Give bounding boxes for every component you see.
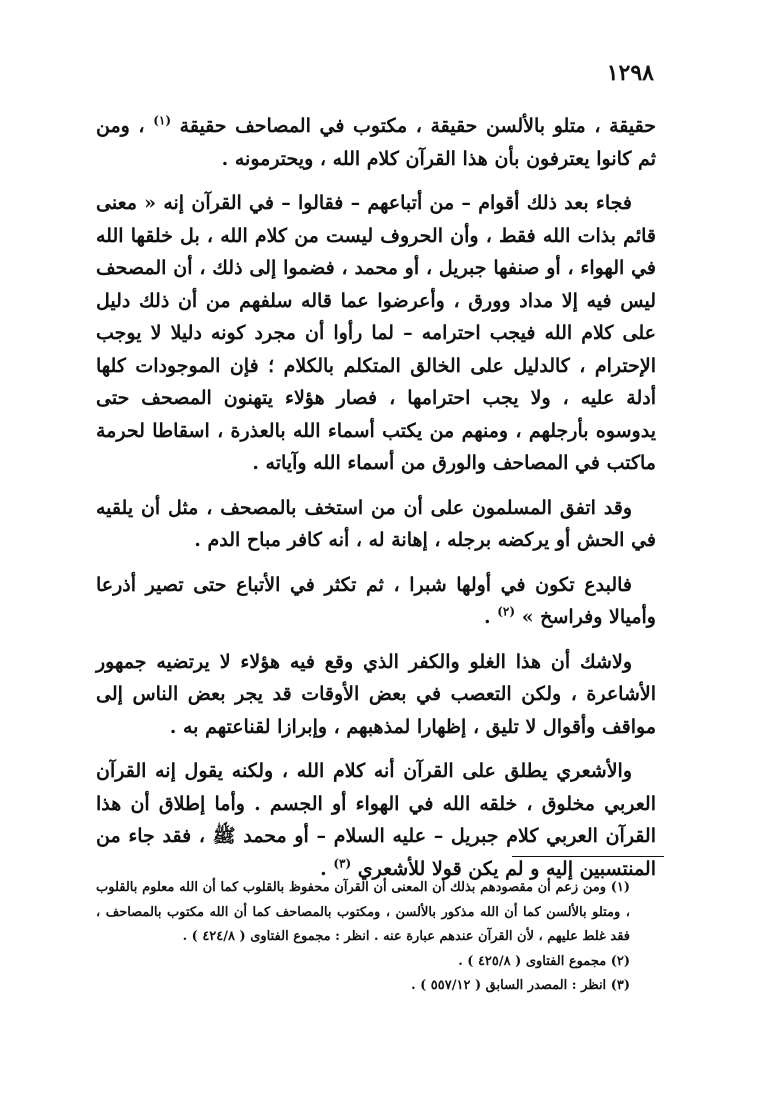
footnote-separator bbox=[512, 856, 664, 857]
paragraph-1 bbox=[96, 110, 656, 175]
paragraph-text: . bbox=[483, 606, 491, 628]
paragraph-text: حقيقة ، متلو بالألسن حقيقة ، مكتوب في المصاحف حقيقة bbox=[179, 115, 656, 137]
footnotes bbox=[96, 876, 652, 999]
main-text bbox=[96, 110, 656, 897]
paragraph-5 bbox=[96, 646, 656, 744]
footnote-reference: (١) bbox=[153, 113, 172, 128]
paragraph-text: . bbox=[320, 857, 327, 880]
paragraph-text: فالبدع تكون في أولها شبرا ، ثم تكثر في الأتباع حتى تصير أذرعا وأميالا وفراسخ » bbox=[96, 573, 656, 628]
paragraph-3 bbox=[96, 492, 656, 557]
footnote-3: (٣) انظر : المصدر السابق ( ٥٥٧/١٢ ) . bbox=[411, 978, 630, 993]
paragraph-text: فجاء بعد ذلك أقوام – من أتباعهم – فقالوا – في القرآن إنه « معنى قائم بذات الله فقط ، وأن الحروف ليست من كلام الله ، بل خلقها الله في الهواء ، أو صنفها جبريل ، أو محمد ، فضموا إلى ذلك ، أن المصحف ليس فيه إلا مداد وورق ، وأعرضوا عما قاله سلفهم من أن ذلك دليل على كلام الله فيجب احترامه – لما رأوا أن مجرد كونه دليلا لا يوجب الإحترام ، كالدليل على الخالق المتكلم بالكلام ؛ فإن الموجودات كلها أدلة عليه ، ولا يجب احترامها ، فصار هؤلاء يتهنون المصحف حتى يدوسوه بأرجلهم ، ومنهم من يكتب أسماء الله بالعذرة ، اسقاطا لحرمة ماكتب في المصاحف والورق من أسماء الله وآياته . bbox=[96, 192, 656, 474]
footnote-1: (١) ومن زعم أن مقصودهم بذلك أن المعنى أن القرآن محفوظ بالقلوب كما أن الله معلوم بالقلوب ، ومتلو بالألسن كما أن الله مذكور بالألسن ، ومكتوب بالمصاحف كما أن الله مكتوب بالمصاحف ، فقد غلط عليهم ، لأن القرآن عندهم عبارة عنه . انظر : مجموع الفتاوى ( ٤٢٤/٨ ) . bbox=[96, 880, 630, 944]
paragraph-text: والأشعري يطلق على القرآن أنه كلام الله ، ولكنه يقول إنه القرآن العربي مخلوق ، خلقه الله في الهواء أو الجسم . وأما إطلاق أن هذا القرآن العربي كلام جبريل – عليه السلام – أو محمد ﷺ ، فقد جاء من المنتسبين إليه و لم يكن قولا للأشعري bbox=[96, 760, 656, 880]
footnote-reference: (٢) bbox=[497, 604, 516, 619]
paragraph-4 bbox=[96, 569, 656, 634]
paragraph-text: وقد اتفق المسلمون على أن من استخف بالمصحف ، مثل أن يلقيه في الحش أو يركضه برجله ، إهانة له ، أنه كافر مباح الدم . bbox=[96, 496, 656, 551]
paragraph-6 bbox=[96, 755, 656, 885]
paragraph-2 bbox=[96, 187, 656, 480]
page-number: ١٢٩٨ bbox=[606, 60, 654, 86]
paragraph-text: ، ومن ثم كانوا يعترفون بأن هذا القرآن كلام الله ، ويحترمونه . bbox=[96, 115, 656, 170]
footnote-reference: (٣) bbox=[333, 856, 352, 871]
paragraph-text: ولاشك أن هذا الغلو والكفر الذي وقع فيه هؤلاء لا يرتضيه جمهور الأشاعرة ، ولكن التعصب في بعض الأوقات قد يجر بعض الناس إلى مواقف وأقوال لا تليق ، إظهارا لمذهبهم ، وإبرازا لقناعتهم به . bbox=[96, 650, 656, 738]
footnote-2: (٢) مجموع الفتاوى ( ٤٢٥/٨ ) . bbox=[458, 953, 630, 969]
